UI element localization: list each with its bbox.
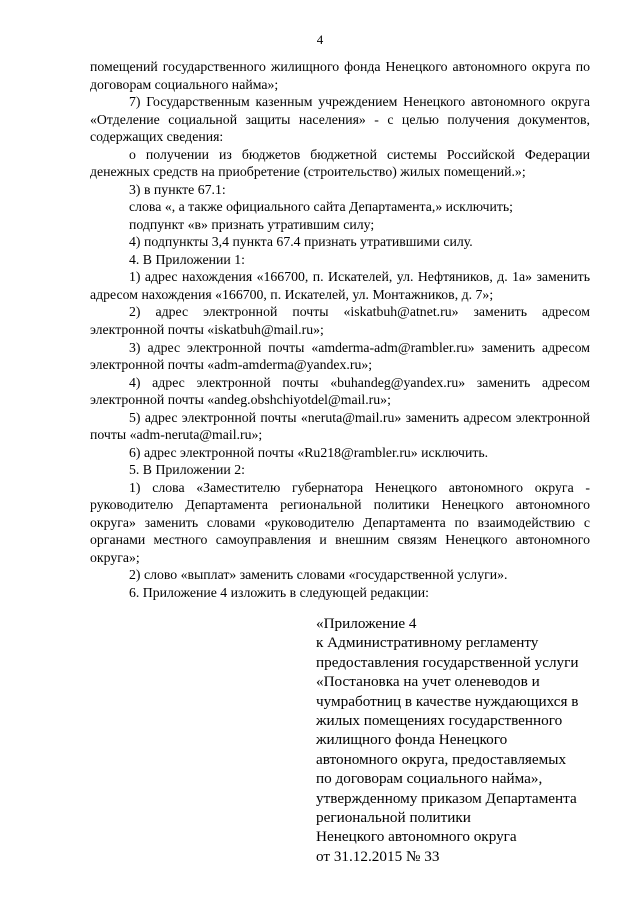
appendix-line: утвержденному приказом Департамента [316, 789, 577, 807]
appendix-line: «Постановка на учет оленеводов и [316, 673, 540, 691]
document-body [90, 58, 590, 601]
appendix-line: региональной политики [316, 809, 471, 827]
appendix-line: чумработниц в качестве нуждающихся в [316, 692, 579, 710]
paragraph: 6) адрес электронной почты «Ru218@rambler.ru» исключить. [129, 444, 489, 460]
appendix-line: по договорам социального найма», [316, 770, 543, 788]
paragraph: 4. В Приложении 1: [129, 251, 245, 267]
page-number: 4 [316, 32, 324, 47]
appendix-line: автономного округа, предоставляемых [316, 750, 567, 768]
paragraph: 5. В Приложении 2: [129, 462, 245, 478]
paragraph: слова «, а также официального сайта Департамента,» исключить; [129, 199, 514, 215]
paragraph: 2) адрес электронной почты «iskatbuh@atnet.ru» заменить адресом электронной почты «iskatbuh@mail.ru»; [90, 304, 590, 337]
paragraph: 1) адрес нахождения «166700, п. Искателей, ул. Нефтяников, д. 1а» заменить адресом нахождения «166700, п. Искателей, ул. Монтажников, д. 7»; [90, 269, 590, 302]
paragraph: 3) в пункте 67.1: [129, 181, 226, 197]
paragraph: 1) слова «Заместителю губернатора Ненецкого автономного округа - руководителю Департамента региональной политики Ненецкого автономного округа» заменить словами «руководителю Департамента по взаимодействию с органами местного самоуправления и внешним связям Ненецкого автономного округа»; [90, 479, 590, 565]
appendix-line: от 31.12.2015 № 33 [316, 847, 440, 865]
paragraph: 6. Приложение 4 изложить в следующей редакции: [129, 584, 429, 600]
appendix-line: жилищного фонда Ненецкого [316, 731, 508, 749]
appendix-header [316, 614, 606, 866]
appendix-line: предоставления государственной услуги [316, 653, 579, 671]
paragraph: подпункт «в» признать утратившим силу; [129, 216, 375, 232]
paragraph: о получении из бюджетов бюджетной системы Российской Федерации денежных средств на приобретение (строительство) жилых помещений.»; [90, 146, 590, 180]
paragraph: 7) Государственным казенным учреждением Ненецкого автономного округа «Отделение социальной защиты населения» - с целью получения документов, содержащих сведения: [90, 94, 590, 145]
paragraph: помещений государственного жилищного фонда Ненецкого автономного округа по договорам социального найма»; [90, 59, 590, 92]
paragraph: 4) подпункты 3,4 пункта 67.4 признать утратившими силу. [129, 234, 473, 250]
appendix-line: жилых помещениях государственного [316, 712, 563, 730]
appendix-line: «Приложение 4 [316, 615, 417, 632]
paragraph: 5) адрес электронной почты «neruta@mail.ru» заменить адресом электронной почты «adm-neruta@mail.ru»; [90, 409, 590, 443]
paragraph: 2) слово «выплат» заменить словами «государственной услуги». [129, 567, 508, 583]
paragraph: 4) адрес электронной почты «buhandeg@yandex.ru» заменить адресом электронной почты «andeg.obshchiyotdel@mail.ru»; [90, 374, 590, 408]
paragraph: 3) адрес электронной почты «amderma-adm@rambler.ru» заменить адресом электронной почты «adm-amderma@yandex.ru»; [90, 339, 590, 373]
appendix-line: Ненецкого автономного округа [316, 828, 517, 846]
appendix-line: к Административному регламенту [316, 634, 539, 652]
